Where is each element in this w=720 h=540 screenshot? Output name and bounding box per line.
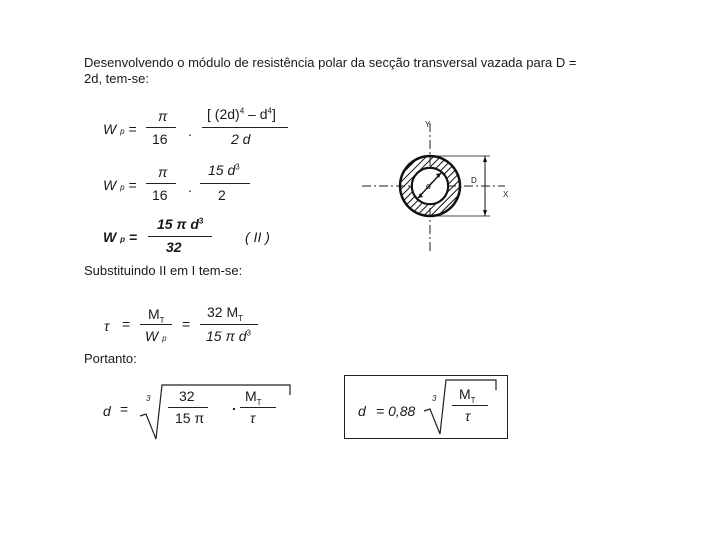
eq1-lhs-sub: p: [120, 127, 125, 136]
axis-y-label: Y: [425, 120, 431, 129]
eq3-den: 32: [166, 239, 182, 255]
result-fraction-bar: [452, 405, 488, 406]
eq3-equals: =: [128, 229, 138, 245]
eq3-tag: ( II ): [245, 229, 270, 245]
eq1-lhs: W: [103, 121, 117, 137]
eq3-num-exp: 3: [198, 216, 204, 226]
outer-diameter-label: D: [471, 176, 477, 185]
eq2-fraction-bar-1: [146, 183, 176, 184]
eq4-num1: M: [148, 306, 160, 322]
result-num: M: [459, 386, 471, 402]
eq4-den1-sub: p: [162, 334, 167, 343]
eq5-radical-sign: [140, 383, 300, 443]
eq4-den2-exp: 3: [246, 328, 251, 338]
eq1-num2: [207, 106, 276, 122]
eq2-num2: [208, 162, 240, 178]
intro-line-2: 2d, tem-se:: [84, 71, 150, 86]
eq5-fraction-bar-1: [168, 407, 208, 408]
eq2-lhs-sub: p: [120, 183, 125, 192]
result-root-index: 3: [432, 394, 437, 403]
eq5-fraction-bar-2: [240, 407, 276, 408]
result-coefficient: = 0,88: [376, 403, 416, 419]
eq2-num2-text: 15 d: [208, 162, 236, 178]
eq2-equals: =: [128, 177, 137, 193]
intro-line-1: Desenvolvendo o módulo de resistência polar da secção transversal vazada para D =: [84, 55, 577, 70]
eq4-lhs: τ: [104, 318, 110, 334]
eq2-num: π: [158, 164, 168, 180]
eq2-den2: 2: [218, 187, 226, 203]
eq5-den2: τ: [250, 410, 256, 426]
eq5-equals: =: [120, 401, 129, 417]
result-num-sub: T: [470, 395, 476, 405]
eq5-den1: 15 π: [175, 410, 205, 426]
eq4-num1-sub: T: [159, 315, 165, 325]
eq4-num2-sub: T: [238, 313, 244, 323]
eq2-lhs: W: [103, 177, 117, 193]
eq1-num2-c: ]: [271, 106, 276, 122]
result-den: τ: [465, 408, 471, 424]
eq2-dot: .: [188, 179, 192, 195]
result-lhs: d: [358, 403, 366, 419]
inner-diameter-label: d: [426, 181, 432, 191]
portanto-text: Portanto:: [84, 351, 137, 366]
eq5-lhs: d: [103, 403, 111, 419]
substitution-text: Substituindo II em I tem-se:: [84, 263, 243, 278]
eq1-num2-a: [ (2d): [207, 106, 240, 122]
eq4-fraction-bar-1: [140, 324, 172, 325]
eq4-fraction-bar-2: [200, 324, 258, 325]
eq2-den: 16: [152, 187, 168, 203]
eq1-den: 16: [152, 131, 168, 147]
eq1-num2-exp2: 4: [267, 106, 272, 116]
eq1-dot: .: [188, 123, 192, 139]
eq4-den2: 15 π d: [206, 328, 247, 344]
eq3-num: [157, 216, 203, 232]
eq5-num2-sub: T: [256, 397, 262, 407]
axis-x-label: X: [503, 190, 509, 199]
eq1-num2-b: – d: [244, 106, 268, 122]
eq1-num2-exp1: 4: [239, 106, 245, 116]
eq2-num2-exp: 3: [235, 162, 240, 172]
eq1-fraction-bar-2: [202, 127, 288, 128]
eq4-num2: 32 M: [207, 304, 239, 320]
eq3-lhs: W: [103, 229, 117, 245]
eq1-num: π: [158, 108, 168, 124]
eq4-equals-2: =: [182, 316, 191, 332]
eq1-den2: 2 d: [231, 131, 251, 147]
eq5-dot: .: [232, 397, 236, 413]
eq1-equals: =: [128, 121, 137, 137]
eq3-lhs-sub: p: [120, 235, 125, 244]
eq3-fraction-bar: [148, 236, 212, 237]
hollow-section-figure: [340, 115, 540, 265]
eq1-fraction-bar-1: [146, 127, 176, 128]
eq5-num1: 32: [179, 388, 195, 404]
eq2-fraction-bar-2: [200, 183, 250, 184]
eq5-num2: M: [245, 388, 257, 404]
eq5-root-index: 3: [146, 394, 151, 403]
eq4-equals-1: =: [122, 316, 131, 332]
eq4-den1: W: [145, 328, 159, 344]
eq3-num-text: 15 π d: [157, 216, 199, 232]
